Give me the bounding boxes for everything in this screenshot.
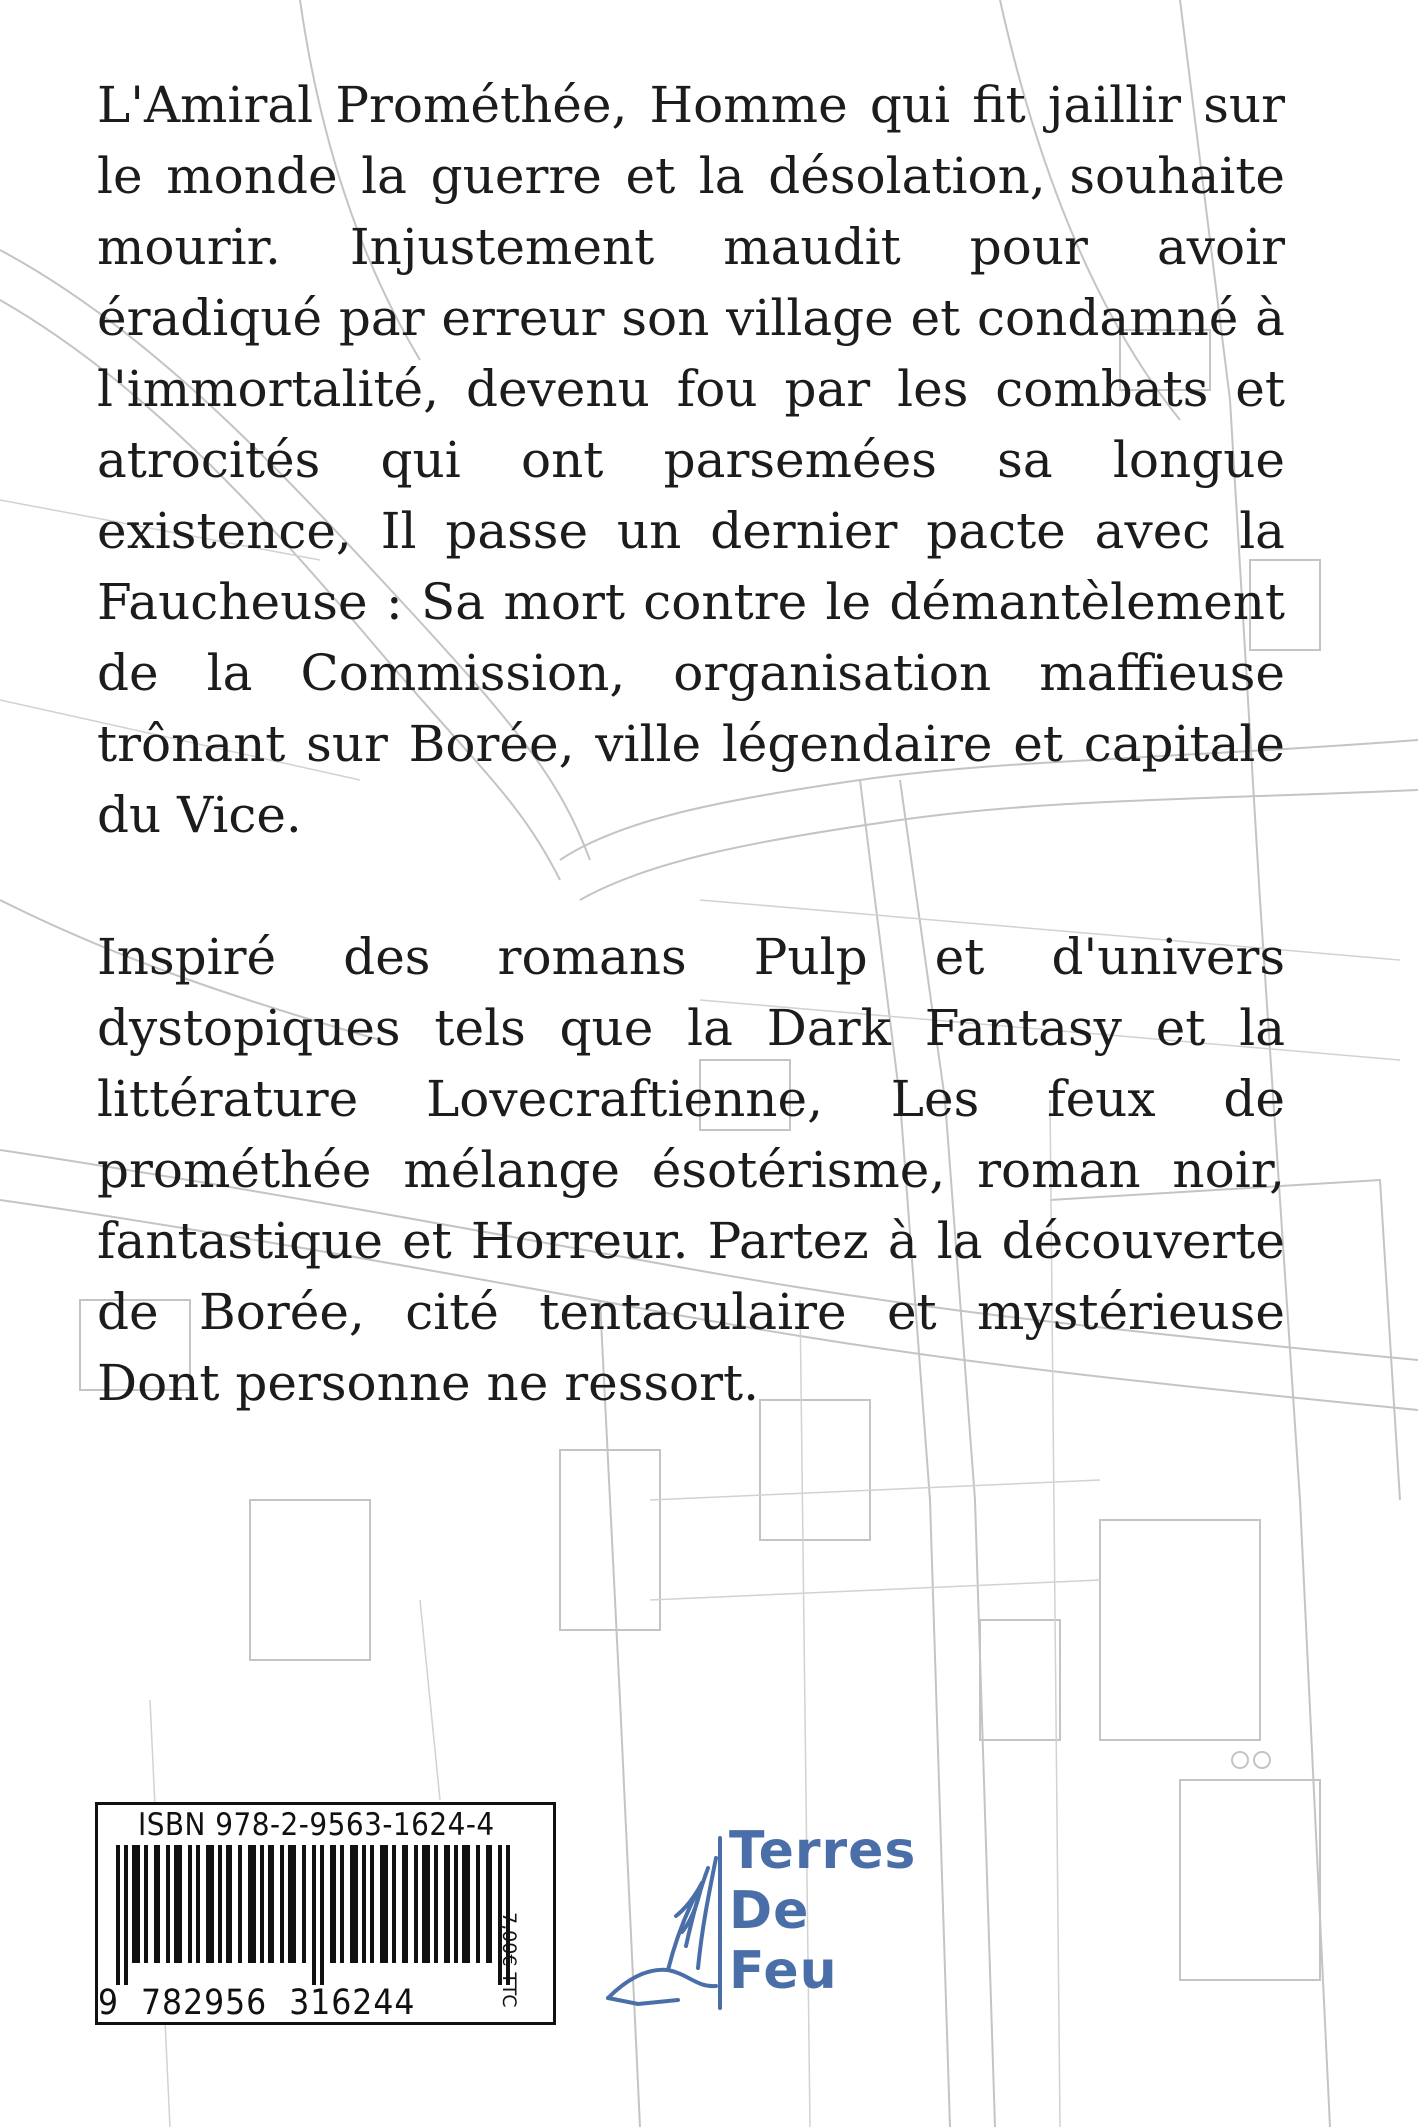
blurb-paragraph-2: Inspiré des romans Pulp et d'univers dystopiques tels que la Dark Fantasy et la littérature Lovecraftienne, Les feux de prométhée mélange ésotérisme, roman noir, fantastique et Horreur. Partez à la découverte de Borée, cité tentaculaire et mystérieuse Dont personne ne ressort. (97, 928, 1285, 1412)
publisher-name-line-1: Terres (729, 1821, 917, 1881)
barcode-bars (116, 1845, 520, 1985)
barcode-digits: 9 782956 316244 (98, 1983, 416, 2023)
price-label: 7,00€ TTC (498, 1912, 520, 2008)
isbn-label: ISBN 978-2-9563-1624-4 (138, 1807, 495, 1843)
isbn-barcode (95, 1802, 556, 2025)
publisher-name-line-2: De (729, 1881, 810, 1941)
publisher-name-line-3: Feu (729, 1941, 838, 2001)
blurb-paragraph-1: L'Amiral Prométhée, Homme qui fit jaillir sur le monde la guerre et la désolation, souhaite mourir. Injustement maudit pour avoir éradiqué par erreur son village et condamné à l'immortalité, devenu fou par les combats et atrocités qui ont parsemées sa longue existence, Il passe un dernier pacte avec la Faucheuse : Sa mort contre le démantèlement de la Commission, organisation maffieuse trônant sur Borée, ville légendaire et capitale du Vice. (97, 76, 1285, 844)
